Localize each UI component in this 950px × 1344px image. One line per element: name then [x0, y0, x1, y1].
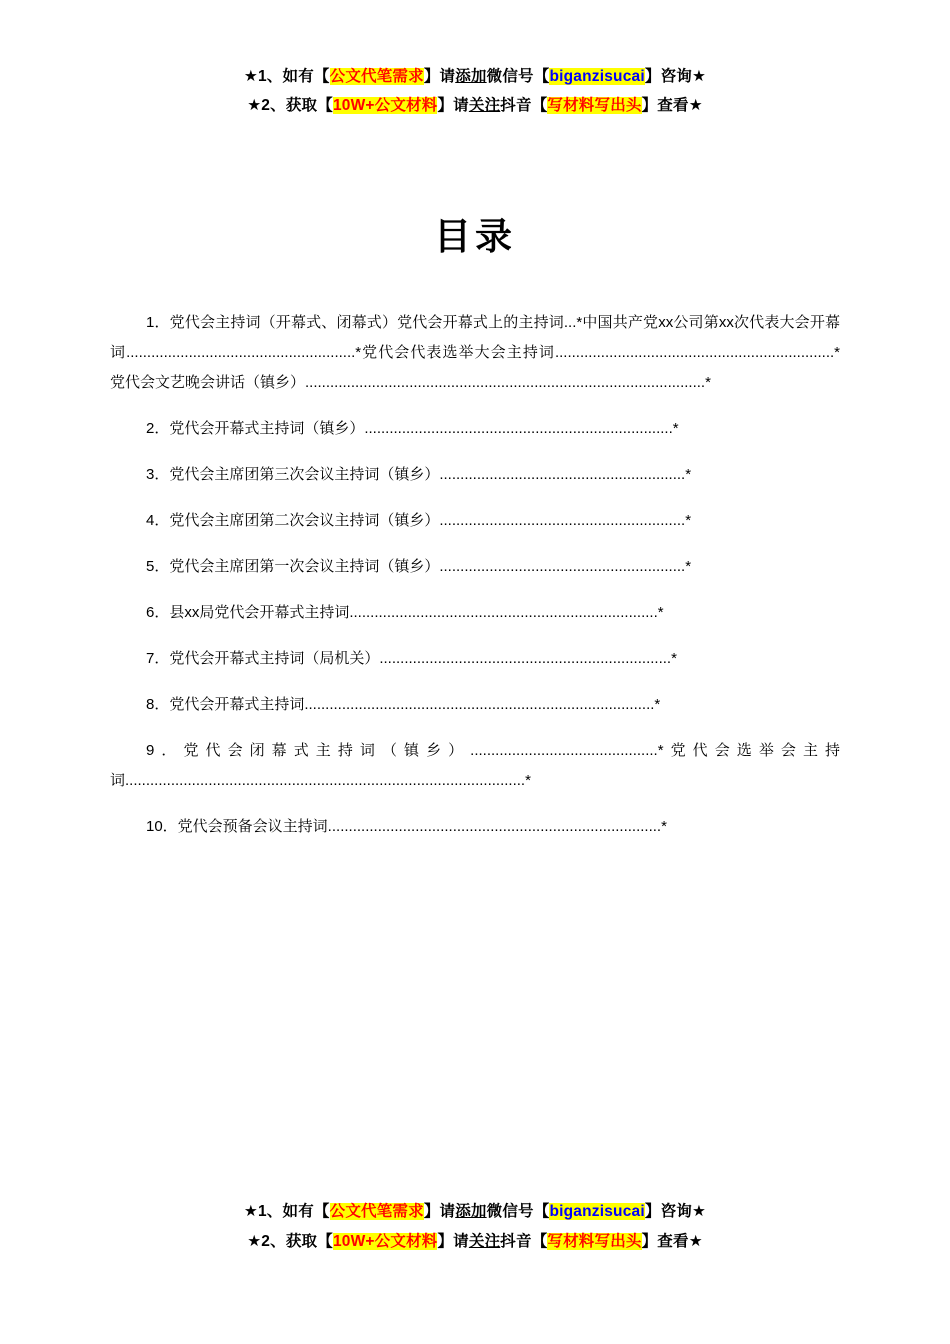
- promo-line-1-bracket-close: 】: [423, 68, 440, 85]
- promo-banner-bottom: [0, 1197, 950, 1256]
- toc-entry[interactable]: 5．党代会主席团第一次会议主持词（镇乡）...........................................................*: [146, 557, 692, 575]
- promo-line-2-bottom-mid2: 抖音: [500, 1232, 532, 1250]
- page-title: 目录: [434, 214, 516, 258]
- promo-line-1-bottom-bracket-open: 【: [313, 1203, 330, 1221]
- promo-line-2-mid: 请: [453, 97, 469, 115]
- promo-line-1-bottom-lead: ★1、如有: [243, 1203, 314, 1221]
- promo-line-1-bottom-bracket2-close: 】: [644, 1203, 661, 1221]
- toc-entry[interactable]: 9．党代会闭幕式主持词（镇乡）.............................................*党代会选举会主持词................................................................................................*: [110, 741, 840, 789]
- promo-line-2-bracket-open: 【: [317, 97, 333, 115]
- promo-line-2-douyin-name: 写材料写出头: [547, 97, 642, 115]
- promo-line-2-bottom-bracket-open: 【: [317, 1232, 333, 1250]
- promo-line-1-mid: 请: [439, 68, 456, 85]
- promo-line-2-bracket2-open: 【: [531, 97, 548, 115]
- table-of-contents: [0, 308, 950, 842]
- promo-line-2-tail: 查看★: [657, 97, 703, 115]
- promo-line-1-bottom: [0, 1197, 950, 1226]
- promo-line-1-bottom-mid: 请: [439, 1203, 456, 1221]
- promo-line-2-bottom-highlight-1: 10W+公文材料: [332, 1232, 438, 1250]
- promo-line-2-bottom-tail: 查看★: [657, 1232, 703, 1250]
- toc-entry[interactable]: 3．党代会主席团第三次会议主持词（镇乡）...........................................................*: [146, 465, 692, 483]
- toc-entry[interactable]: 8．党代会开幕式主持词....................................................................................*: [146, 695, 661, 713]
- promo-line-1-bottom-bracket2-open: 【: [533, 1203, 550, 1221]
- promo-line-2-bottom-mid: 请: [453, 1232, 469, 1250]
- promo-line-2-bottom-bracket2-close: 】: [641, 1232, 658, 1250]
- promo-line-1-lead: ★1、如有: [243, 68, 314, 85]
- toc-entry[interactable]: 10．党代会预备会议主持词................................................................................*: [146, 817, 667, 835]
- promo-line-1-mid-underline: 添加: [455, 68, 487, 85]
- promo-line-2-bottom-douyin-name: 写材料写出头: [547, 1232, 642, 1250]
- promo-line-1-bottom-mid2: 微信号: [486, 1203, 534, 1221]
- toc-entry[interactable]: 4．党代会主席团第二次会议主持词（镇乡）...........................................................*: [146, 511, 692, 529]
- promo-line-2-bracket2-close: 】: [641, 97, 658, 115]
- promo-line-2-bottom-lead: ★2、获取: [247, 1232, 318, 1250]
- promo-line-2-mid-underline: 关注: [468, 97, 501, 115]
- toc-entry[interactable]: 7．党代会开幕式主持词（局机关）......................................................................*: [146, 649, 677, 667]
- promo-line-2-bracket-close: 】: [437, 97, 454, 115]
- promo-line-1-bottom-bracket-close: 】: [423, 1203, 440, 1221]
- promo-line-2-highlight-1: 10W+公文材料: [332, 97, 438, 115]
- promo-line-2-bottom-bracket-close: 】: [437, 1232, 454, 1250]
- toc-entry[interactable]: 6．县xx局党代会开幕式主持词..........................................................................*: [146, 603, 664, 621]
- promo-line-2: [0, 91, 950, 120]
- promo-line-1-bracket2-close: 】: [644, 68, 661, 85]
- promo-line-2-bottom-mid-underline: 关注: [468, 1232, 501, 1250]
- promo-line-1-bottom-wechat-id: biganzisucai: [549, 1203, 645, 1221]
- promo-line-1-mid2: 微信号: [486, 68, 534, 85]
- promo-line-1-bracket2-open: 【: [533, 68, 550, 85]
- promo-line-1-highlight-1: 公文代笔需求: [329, 68, 424, 85]
- promo-line-1-bottom-mid-underline: 添加: [455, 1203, 487, 1221]
- promo-line-2-bottom-bracket2-open: 【: [531, 1232, 548, 1250]
- promo-line-1: [0, 62, 950, 91]
- promo-line-1-bottom-tail: 咨询★: [660, 1203, 707, 1221]
- toc-entry[interactable]: 1．党代会主持词（开幕式、闭幕式）党代会开幕式上的主持词...*中国共产党xx公司第xx次代表大会开幕词.......................................................*党代会代表选举大会主持词...................................................................*党代会文艺晚会讲话（镇乡）................................................................................................*: [110, 313, 840, 391]
- promo-line-1-wechat-id: biganzisucai: [549, 68, 645, 85]
- promo-line-2-bottom: [0, 1227, 950, 1256]
- promo-line-2-mid2: 抖音: [500, 97, 532, 115]
- toc-entry[interactable]: 2．党代会开幕式主持词（镇乡）..........................................................................*: [146, 419, 679, 437]
- promo-line-2-lead: ★2、获取: [247, 97, 318, 115]
- promo-line-1-bottom-highlight-1: 公文代笔需求: [329, 1203, 424, 1221]
- promo-line-1-tail: 咨询★: [660, 68, 707, 85]
- promo-line-1-bracket-open: 【: [313, 68, 330, 85]
- promo-banner-top: [0, 0, 950, 121]
